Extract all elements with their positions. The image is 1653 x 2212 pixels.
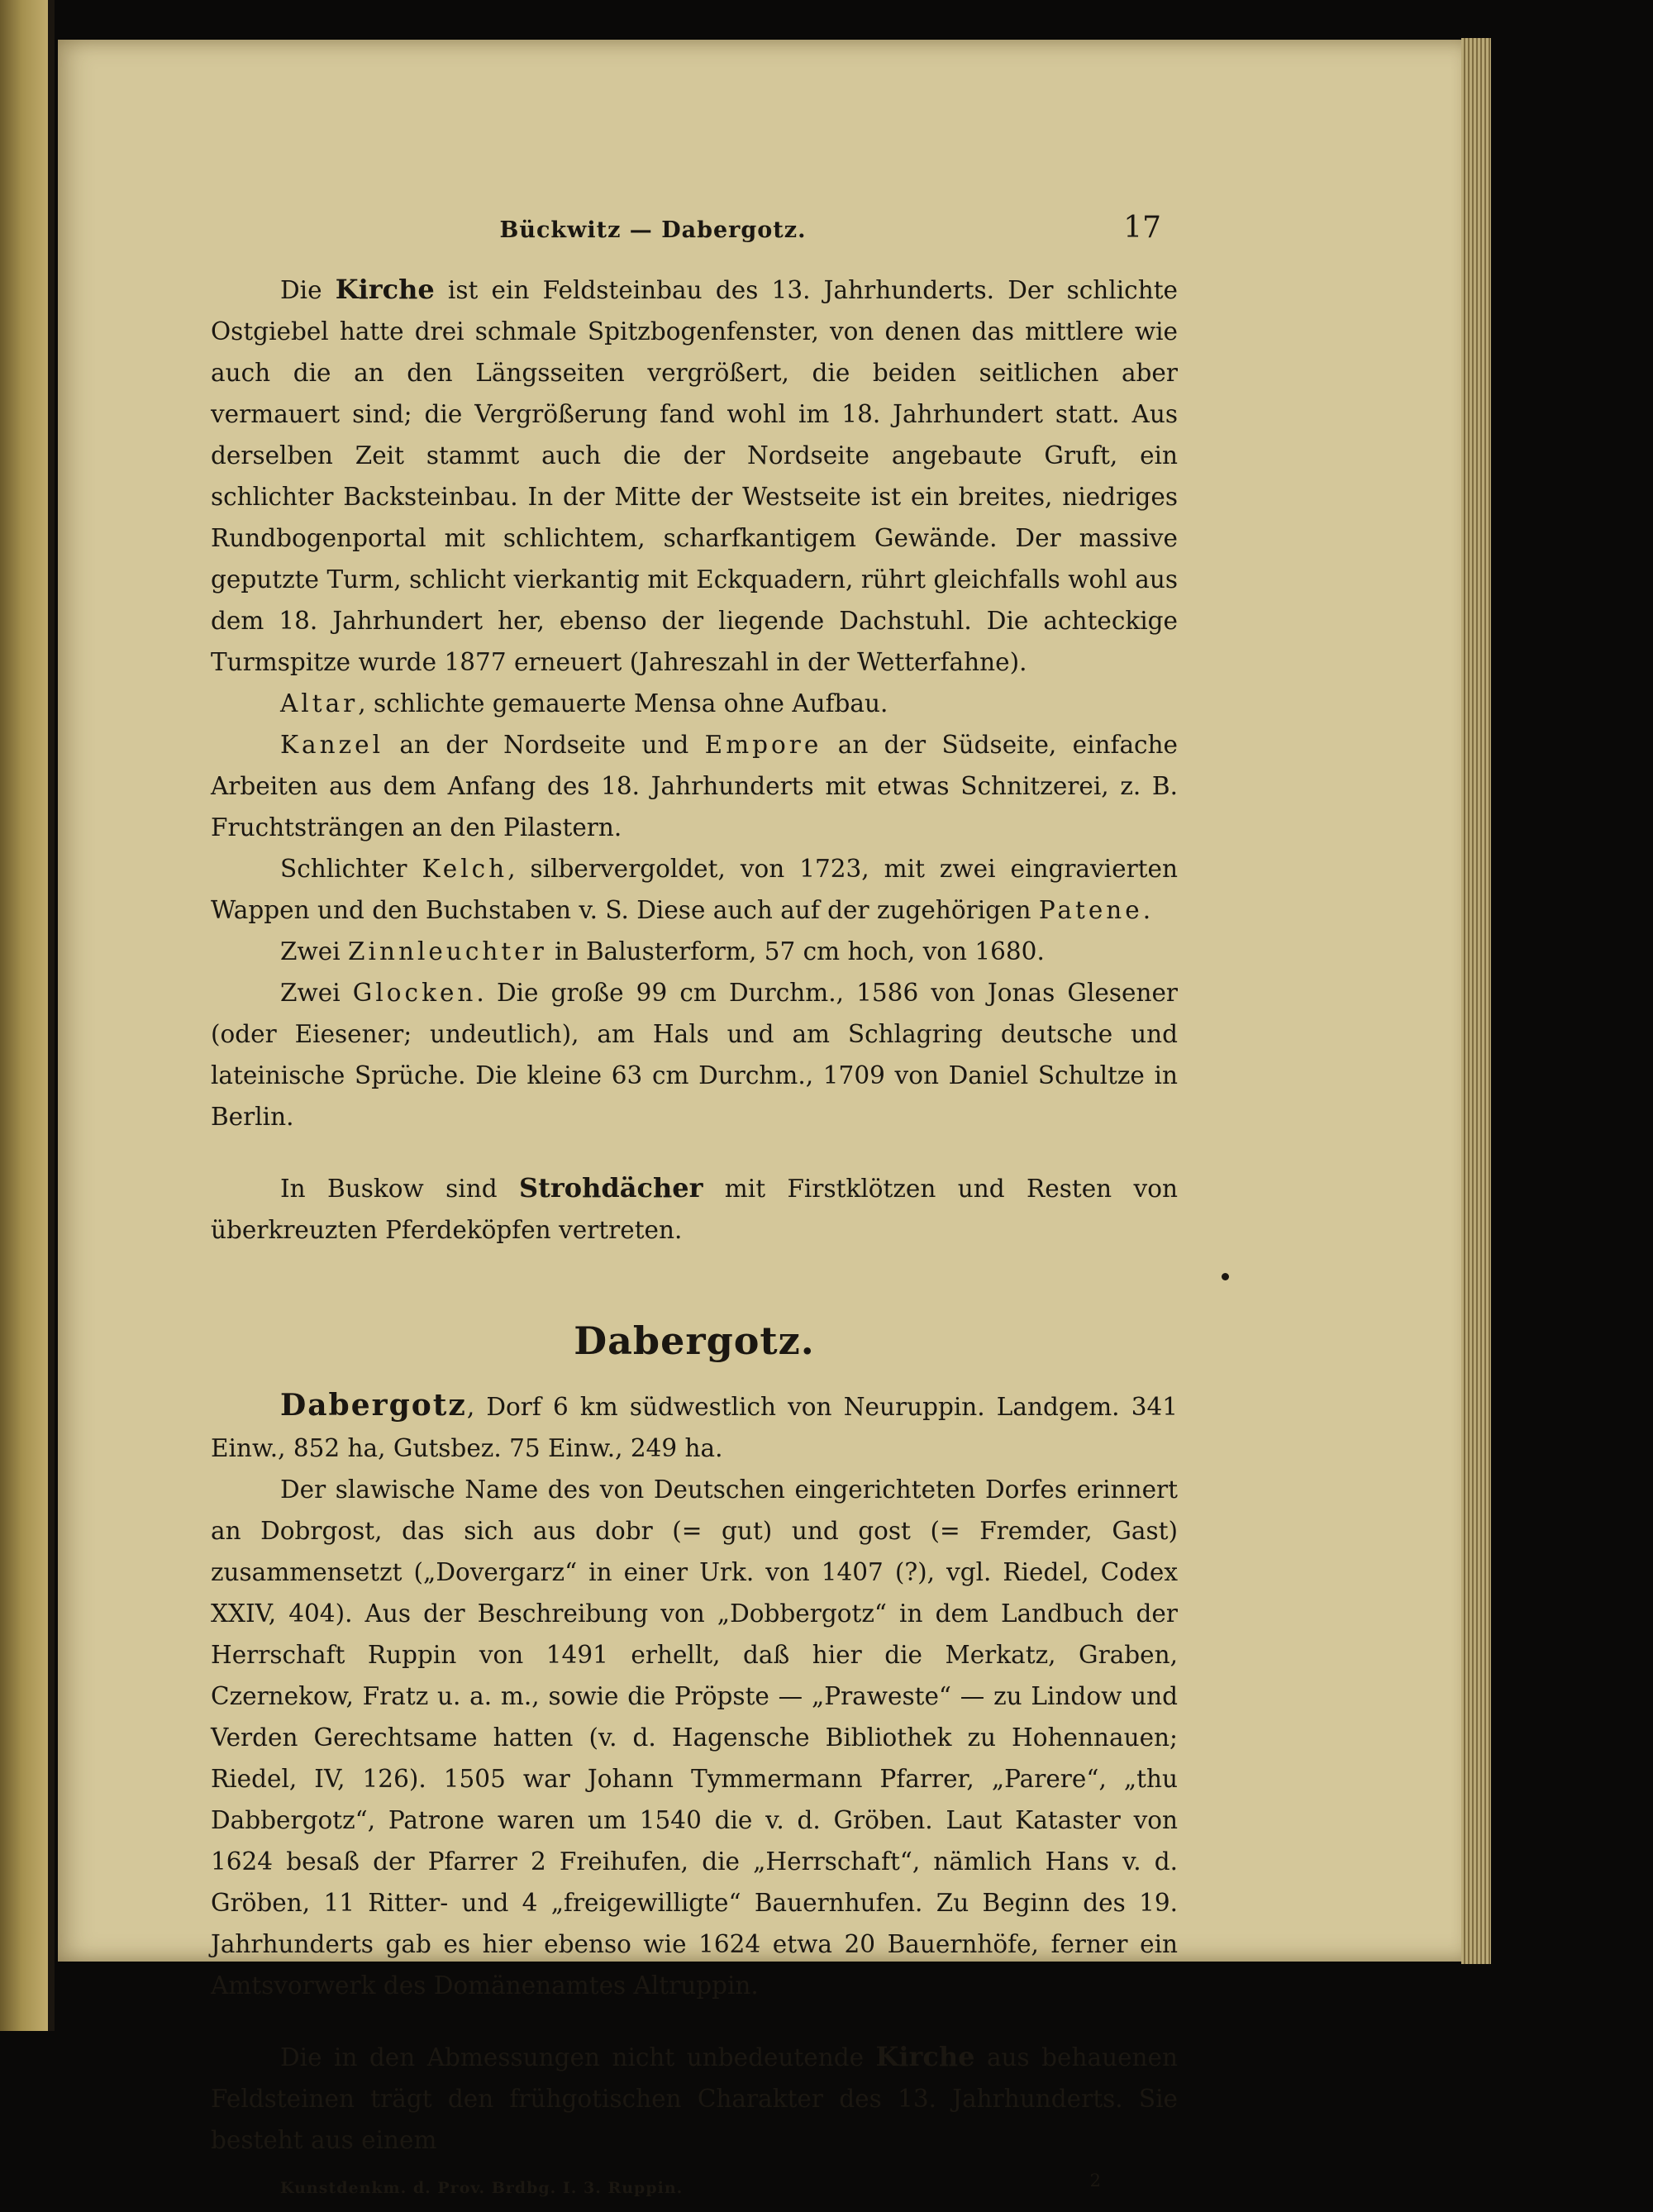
paragraph-kelch: Schlichter Kelch, silbervergoldet, von 1723, mit zwei eingravierten Wappen und den Buchstaben v. S. Diese auch auf der zugehörigen Patene. [211, 855, 1178, 924]
keyword-strohdaecher: Strohdächer [518, 1172, 703, 1204]
paragraph-place-entry: Dabergotz, Dorf 6 km südwestlich von Neuruppin. Landgem. 341 Einw., 852 ha, Gutsbez. 75 Einw., 249 ha. [211, 1388, 1178, 1462]
term-patene: Patene [1038, 896, 1143, 924]
page-footer [211, 2171, 1178, 2212]
running-head: Bückwitz — Dabergotz. [499, 217, 807, 243]
term-glocken: Glocken [352, 979, 477, 1007]
term-kanzel: Kanzel [280, 731, 384, 759]
term-kelch: Kelch [422, 855, 508, 883]
paragraph-kirche-dabergotz: Die in den Abmessungen nicht unbedeutende Kirche aus behauenen Feldsteinen trägt den frühgotischen Charakter des 13. Jahrhunderts. Sie besteht aus einem [211, 2041, 1178, 2154]
page-edges [1461, 38, 1491, 1964]
paragraph-kanzel: Kanzel an der Nordseite und Empore an der Südseite, einfache Arbeiten aus dem Anfang des 18. Jahrhunderts mit etwas Schnitzerei, z. B. Fruchtsträngen an den Pilastern. [211, 731, 1179, 841]
paragraph-altar: Altar, schlichte gemauerte Mensa ohne Aufbau. [280, 689, 888, 717]
term-empore: Empore [704, 731, 822, 759]
footer-note: Kunstdenkm. d. Prov. Brdbg. I. 3. Ruppin. [280, 2179, 684, 2197]
section-heading: Dabergotz. [574, 1318, 815, 1363]
place-name: Dabergotz [280, 1388, 467, 1423]
paragraph-history: Der slawische Name des von Deutschen eingerichteten Dorfes erinnert an Dobrgost, das sich aus dobr (= gut) und gost (= Fremder, Gast) zusammensetzt („Dovergarz“ in einer Urk. von 1407 (?), vgl. Riedel, Codex XXIV, 404). Aus der Beschreibung von „Dobbergotz“ in dem Landbuch der Herrschaft Ruppin von 1491 erhellt, daß hier die Merkatz, Graben, Czernekow, Fratz u. a. m., sowie die Pröpste — „Praweste“ — zu Lindow und Verden Gerechtsame hatten (v. d. Hagensche Bibliothek zu Hohennauen; Riedel, IV, 126). 1505 war Johann Tymmermann Pfarrer, „Parere“, „thu Dabbergotz“, Patrone waren um 1540 die v. d. Gröben. Laut Kataster von 1624 besaß der Pfarrer 2 Freihufen, die „Herrschaft“, nämlich Hans v. d. Gröben, 11 Ritter- und 4 „freigewilligte“ Bauernhufen. Zu Beginn des 19. Jahrhunderts gab es hier ebenso wie 1624 etwa 20 Bauernhöfe, ferner ein Amtsvorwerk des Domänenamtes Altruppin. [211, 1475, 1178, 2000]
paragraph-buskow: In Buskow sind Strohdächer mit Firstklötzen und Resten von überkreuzten Pferdeköpfen vertreten. [211, 1172, 1178, 1244]
page-content [211, 211, 1178, 2212]
page-number: 17 [1123, 211, 1161, 245]
signature-mark: 2 [1089, 2171, 1101, 2191]
keyword-kirche: Kirche [335, 274, 435, 305]
book-gutter [48, 0, 55, 2031]
page-header [211, 211, 1178, 247]
paragraph-zinnleuchter: Zwei Zinnleuchter in Balusterform, 57 cm hoch, von 1680. [280, 937, 1045, 965]
term-zinnleuchter: Zinnleuchter [348, 937, 547, 965]
keyword-kirche-2: Kirche [875, 2041, 975, 2072]
paragraph-glocken: Zwei Glocken. Die große 99 cm Durchm., 1586 von Jonas Glesener (oder Eiesener; undeutlich), am Hals und am Schlagring deutsche und lateinische Sprüche. Die kleine 63 cm Durchm., 1709 von Daniel Schultze in Berlin. [211, 979, 1178, 1131]
left-page-strip [0, 0, 50, 2031]
term-altar: Altar [280, 689, 359, 717]
margin-dot [1222, 1273, 1229, 1280]
paragraph-kirche: Die Kirche ist ein Feldsteinbau des 13. Jahrhunderts. Der schlichte Ostgiebel hatte drei schmale Spitzbogenfenster, von denen das mittlere wie auch die an den Längsseiten vergrößert, die beiden seitlichen aber vermauert sind; die Vergrößerung fand wohl im 18. Jahrhundert statt. Aus derselben Zeit stammt auch die der Nordseite angebaute Gruft, ein schlichter Backsteinbau. In der Mitte der Westseite ist ein breites, niedriges Rundbogenportal mit schlichtem, scharfkantigem Gewände. Der massive geputzte Turm, schlicht vierkantig mit Eckquadern, rührt gleichfalls wohl aus dem 18. Jahrhundert her, ebenso der liegende Dachstuhl. Die achteckige Turmspitze wurde 1877 erneuert (Jahreszahl in der Wetterfahne). [211, 274, 1179, 676]
